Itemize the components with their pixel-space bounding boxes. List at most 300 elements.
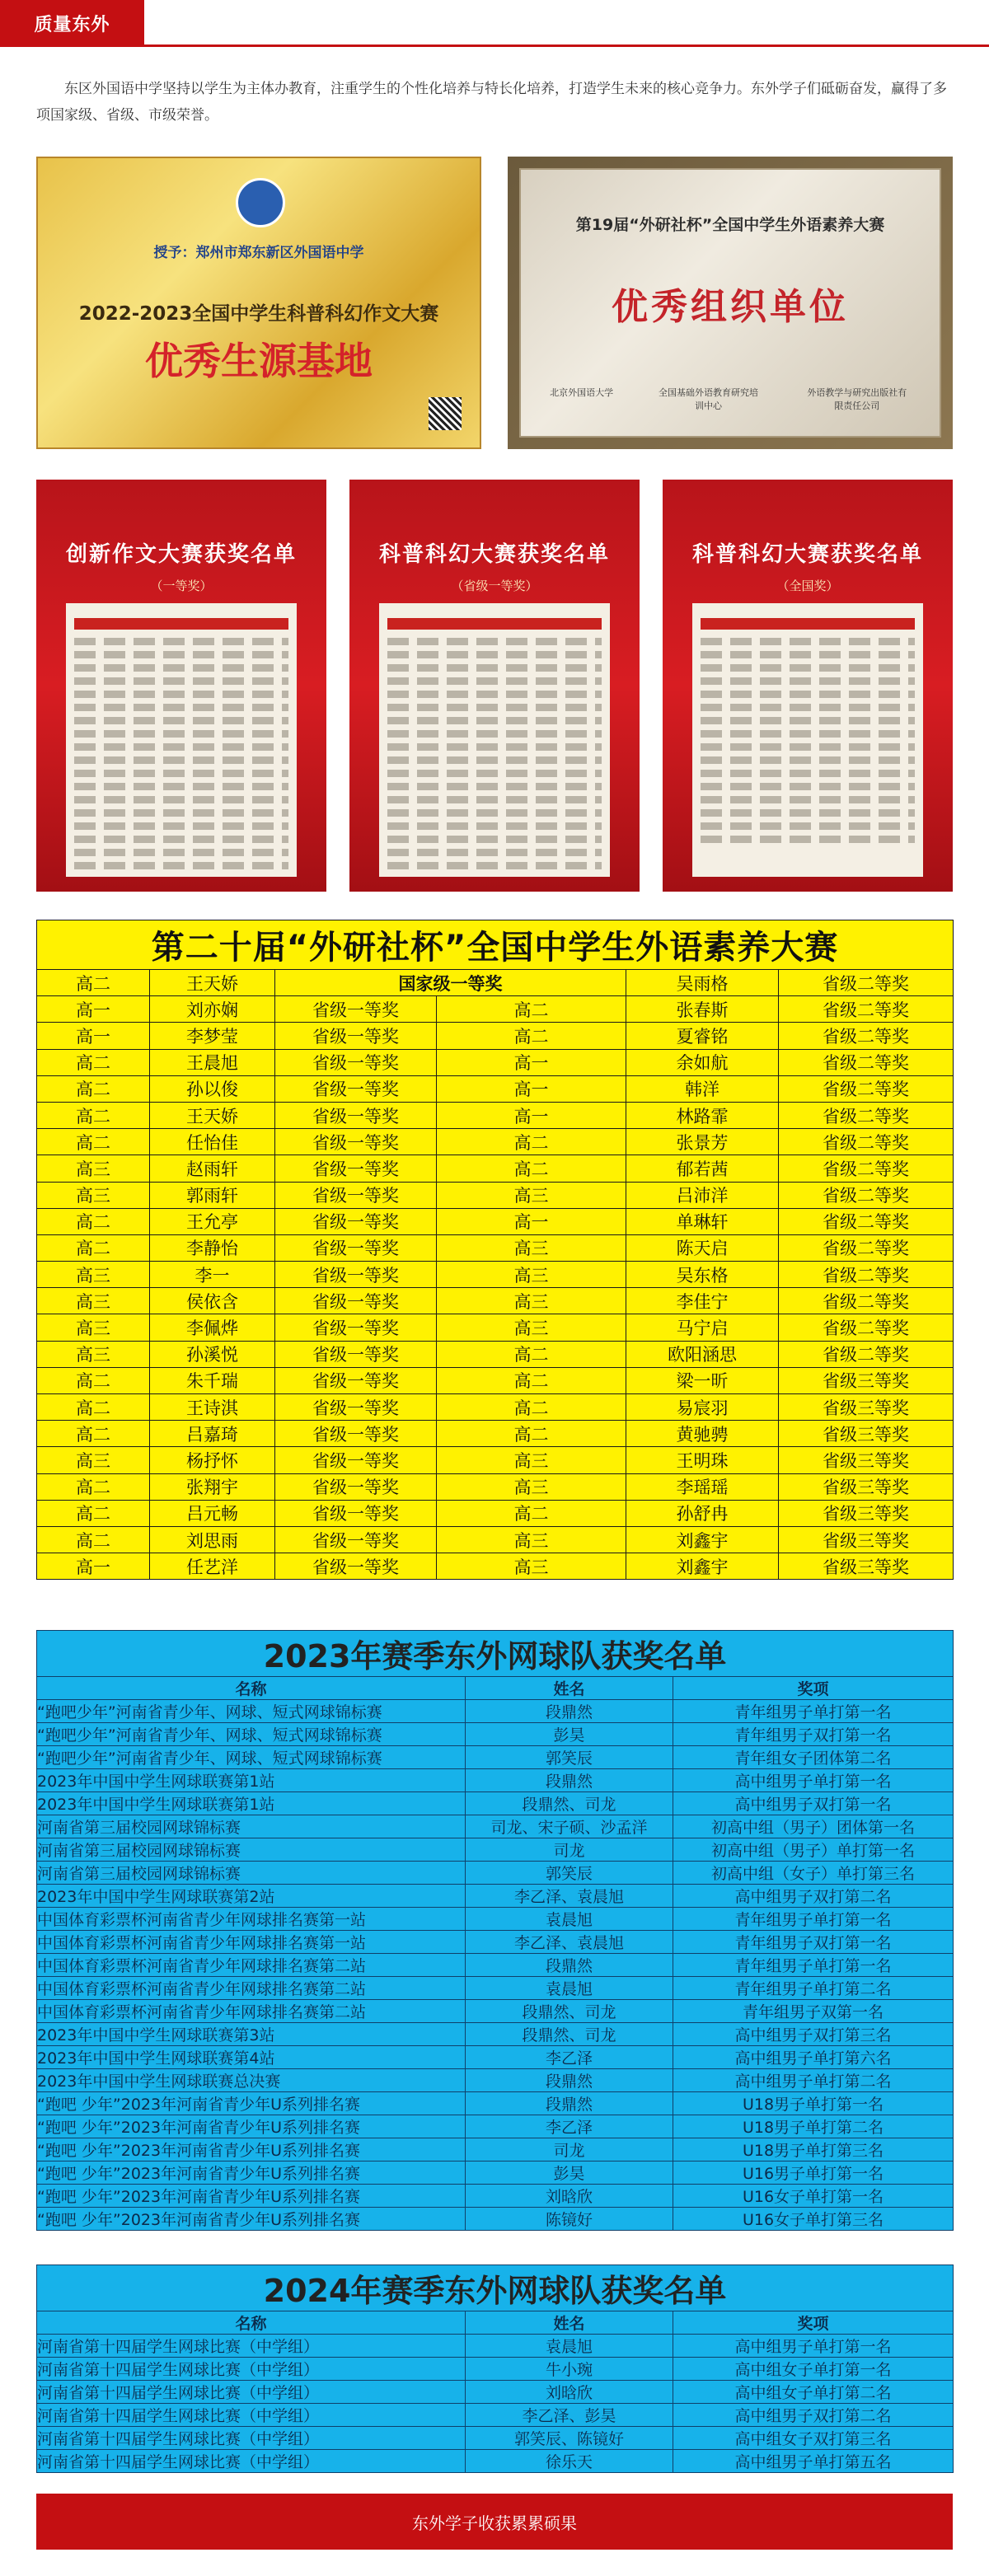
grade-cell: 高一 bbox=[37, 1553, 150, 1580]
table-row bbox=[37, 2335, 954, 2358]
name-cell: 王明珠 bbox=[626, 1447, 779, 1473]
name-cell: 林路霏 bbox=[626, 1102, 779, 1128]
name-cell: 刘鑫宇 bbox=[626, 1553, 779, 1580]
event-cell: 中国体育彩票杯河南省青少年网球排名赛第一站 bbox=[37, 1908, 466, 1931]
event-cell: 河南省第十四届学生网球比赛（中学组） bbox=[37, 2427, 466, 2450]
table-title: 2023年赛季东外网球队获奖名单 bbox=[37, 1631, 954, 1677]
name-cell: 李一 bbox=[150, 1262, 275, 1288]
grade-cell: 高三 bbox=[437, 1262, 626, 1288]
award-cell: 高中组男子双打第二名 bbox=[673, 1885, 954, 1908]
name-cell: 段鼎然 bbox=[466, 1769, 673, 1792]
event-cell: 2023年中国中学生网球联赛第1站 bbox=[37, 1792, 466, 1815]
award-cell: 省级三等奖 bbox=[779, 1421, 954, 1447]
name-cell: 李瑶瑶 bbox=[626, 1473, 779, 1500]
award-cell: 省级二等奖 bbox=[779, 1049, 954, 1075]
award-cell: 省级一等奖 bbox=[275, 1049, 437, 1075]
grade-cell: 高三 bbox=[37, 1314, 150, 1341]
name-cell: 李梦莹 bbox=[150, 1023, 275, 1049]
table-row bbox=[37, 2185, 954, 2208]
grade-cell: 高三 bbox=[37, 1155, 150, 1182]
award-cell: 省级一等奖 bbox=[275, 1208, 437, 1234]
grade-cell: 高二 bbox=[37, 1234, 150, 1261]
event-cell: 2023年中国中学生网球联赛总决赛 bbox=[37, 2069, 466, 2092]
table-row bbox=[37, 1862, 954, 1885]
award-cell: 省级三等奖 bbox=[779, 1473, 954, 1500]
award-cell: U16男子单打第一名 bbox=[673, 2161, 954, 2185]
award-cell: 省级一等奖 bbox=[275, 1129, 437, 1155]
grade-cell: 高三 bbox=[437, 1526, 626, 1553]
award-cell: 高中组男子单打第六名 bbox=[673, 2046, 954, 2069]
table-row bbox=[37, 1129, 954, 1155]
event-cell: 河南省第三届校园网球锦标赛 bbox=[37, 1862, 466, 1885]
award-cell: 省级二等奖 bbox=[779, 996, 954, 1023]
table-row bbox=[37, 1473, 954, 1500]
grade-cell: 高三 bbox=[37, 1262, 150, 1288]
name-cell: 王天娇 bbox=[150, 1102, 275, 1128]
table-row bbox=[37, 2427, 954, 2450]
name-cell: 刘晗欣 bbox=[466, 2381, 673, 2404]
name-cell: 陈天启 bbox=[626, 1234, 779, 1261]
scroll-list bbox=[387, 618, 602, 870]
intro-paragraph: 东区外国语中学坚持以学生为主体办教育，注重学生的个性化培养与特长化培养，打造学生未来的核心竞争力。东外学子们砥砺奋发，赢得了多项国家级、省级、市级荣誉。 bbox=[36, 81, 947, 124]
event-cell: 中国体育彩票杯河南省青少年网球排名赛第二站 bbox=[37, 1977, 466, 2000]
award-cell: 省级三等奖 bbox=[779, 1447, 954, 1473]
grade-cell: 高二 bbox=[437, 1341, 626, 1367]
table-row bbox=[37, 1023, 954, 1049]
name-cell: 李乙泽 bbox=[466, 2046, 673, 2069]
grade-cell: 高三 bbox=[437, 1473, 626, 1500]
award-cell: 省级二等奖 bbox=[779, 1129, 954, 1155]
name-cell: 李静怡 bbox=[150, 1234, 275, 1261]
award-cell: 省级一等奖 bbox=[275, 1314, 437, 1341]
event-cell: 河南省第十四届学生网球比赛（中学组） bbox=[37, 2358, 466, 2381]
grade-cell: 高二 bbox=[37, 1526, 150, 1553]
photo-scroll-scifi-national bbox=[663, 480, 953, 892]
table-row bbox=[37, 1977, 954, 2000]
grade-cell: 高二 bbox=[37, 1129, 150, 1155]
award-cell: 青年组男子单打第二名 bbox=[673, 1977, 954, 2000]
name-cell: 袁晨旭 bbox=[466, 2335, 673, 2358]
award-cell: 青年组男子双打第一名 bbox=[673, 1931, 954, 1954]
table-row bbox=[37, 1792, 954, 1815]
name-cell: 张翔宇 bbox=[150, 1473, 275, 1500]
table-row bbox=[37, 1526, 954, 1553]
event-cell: 河南省第三届校园网球锦标赛 bbox=[37, 1838, 466, 1862]
name-cell: 司龙 bbox=[466, 2138, 673, 2161]
award-cell: 省级二等奖 bbox=[779, 1288, 954, 1314]
scroll-list bbox=[701, 618, 915, 870]
name-cell: 赵雨轩 bbox=[150, 1155, 275, 1182]
table-row bbox=[37, 2404, 954, 2427]
award-cell: 省级一等奖 bbox=[275, 1341, 437, 1367]
award-cell: U16女子单打第三名 bbox=[673, 2208, 954, 2231]
event-cell: 中国体育彩票杯河南省青少年网球排名赛第一站 bbox=[37, 1931, 466, 1954]
award-cell: 青年组男子双打第一名 bbox=[673, 1723, 954, 1746]
name-cell: 袁晨旭 bbox=[466, 1977, 673, 2000]
column-header: 奖项 bbox=[673, 1677, 954, 1700]
name-cell: 马宁启 bbox=[626, 1314, 779, 1341]
award-cell: 省级一等奖 bbox=[275, 1182, 437, 1208]
name-cell: 张景芳 bbox=[626, 1129, 779, 1155]
column-header: 奖项 bbox=[673, 2311, 954, 2335]
award-cell: 高中组男子双打第二名 bbox=[673, 2404, 954, 2427]
award-cell: 省级一等奖 bbox=[275, 1155, 437, 1182]
scroll-title: 创新作文大赛获奖名单 bbox=[65, 542, 297, 567]
name-cell: 易宸羽 bbox=[626, 1394, 779, 1421]
column-header: 姓名 bbox=[466, 1677, 673, 1700]
table-row bbox=[37, 970, 954, 996]
award-cell: 省级一等奖 bbox=[275, 1473, 437, 1500]
competition-results-table bbox=[36, 920, 954, 1580]
plaque1-event: 2022-2023全国中学生科普科幻作文大赛 bbox=[78, 303, 439, 325]
grade-cell: 高二 bbox=[437, 1500, 626, 1526]
table-row bbox=[37, 1838, 954, 1862]
award-cell: 高中组男子单打第五名 bbox=[673, 2450, 954, 2473]
grade-cell: 高二 bbox=[437, 1155, 626, 1182]
award-cell: 省级一等奖 bbox=[275, 1102, 437, 1128]
award-cell: 省级一等奖 bbox=[275, 1262, 437, 1288]
name-cell: 袁晨旭 bbox=[466, 1908, 673, 1931]
table-row bbox=[37, 2358, 954, 2381]
issuer: 北京外国语大学 bbox=[550, 387, 614, 398]
award-cell: 青年组男子单打第一名 bbox=[673, 1700, 954, 1723]
award-cell: U18男子单打第三名 bbox=[673, 2138, 954, 2161]
grade-cell: 高三 bbox=[437, 1314, 626, 1341]
award-cell: 省级二等奖 bbox=[779, 1234, 954, 1261]
name-cell: 李乙泽、彭昊 bbox=[466, 2404, 673, 2427]
table-row bbox=[37, 996, 954, 1023]
grade-cell: 高二 bbox=[37, 1394, 150, 1421]
name-cell: 段鼎然、司龙 bbox=[466, 2023, 673, 2046]
name-cell: 余如航 bbox=[626, 1049, 779, 1075]
table-row bbox=[37, 1421, 954, 1447]
award-cell: 省级一等奖 bbox=[275, 1288, 437, 1314]
award-cell: 省级一等奖 bbox=[275, 1500, 437, 1526]
award-cell: U18男子单打第二名 bbox=[673, 2115, 954, 2138]
name-cell: 李乙泽、袁晨旭 bbox=[466, 1885, 673, 1908]
award-cell: 省级二等奖 bbox=[779, 1341, 954, 1367]
table-row bbox=[37, 1075, 954, 1102]
award-cell: 省级一等奖 bbox=[275, 1447, 437, 1473]
name-cell: 段鼎然 bbox=[466, 1700, 673, 1723]
grade-cell: 高三 bbox=[37, 1341, 150, 1367]
table-row bbox=[37, 1815, 954, 1838]
grade-cell: 高二 bbox=[37, 1208, 150, 1234]
name-cell: 夏睿铭 bbox=[626, 1023, 779, 1049]
award-cell: 高中组男子单打第一名 bbox=[673, 2335, 954, 2358]
name-cell: 黄驰骋 bbox=[626, 1421, 779, 1447]
name-cell: 孙以俊 bbox=[150, 1075, 275, 1102]
scroll-subtitle: （全国奖） bbox=[776, 578, 839, 593]
grade-cell: 高一 bbox=[437, 1208, 626, 1234]
grade-cell: 高一 bbox=[437, 1102, 626, 1128]
name-cell: 李佳宁 bbox=[626, 1288, 779, 1314]
grade-cell: 高二 bbox=[37, 1049, 150, 1075]
name-cell: 单琳轩 bbox=[626, 1208, 779, 1234]
award-cell: 青年组男子双第一名 bbox=[673, 2000, 954, 2023]
grade-cell: 高二 bbox=[37, 1075, 150, 1102]
award-cell: 省级三等奖 bbox=[779, 1526, 954, 1553]
photo-scroll-scifi-provincial bbox=[349, 480, 640, 892]
table-row bbox=[37, 1723, 954, 1746]
name-cell: 梁一昕 bbox=[626, 1367, 779, 1393]
award-cell: 省级三等奖 bbox=[779, 1367, 954, 1393]
grade-cell: 高一 bbox=[437, 1049, 626, 1075]
grade-cell: 高三 bbox=[437, 1234, 626, 1261]
table-row bbox=[37, 2069, 954, 2092]
issuer: 外语教学与研究出版社有限责任公司 bbox=[807, 387, 907, 411]
name-cell: 徐乐天 bbox=[466, 2450, 673, 2473]
column-header: 姓名 bbox=[466, 2311, 673, 2335]
award-cell: 高中组男子双打第三名 bbox=[673, 2023, 954, 2046]
name-cell: 段鼎然 bbox=[466, 2069, 673, 2092]
name-cell: 段鼎然 bbox=[466, 2092, 673, 2115]
plaque2-issuers bbox=[529, 386, 931, 412]
plaque2-award: 优秀组织单位 bbox=[612, 286, 849, 328]
award-cell: 省级三等奖 bbox=[779, 1500, 954, 1526]
name-cell: 刘晗欣 bbox=[466, 2185, 673, 2208]
photo-scroll-composition bbox=[36, 480, 326, 892]
event-cell: 中国体育彩票杯河南省青少年网球排名赛第二站 bbox=[37, 2000, 466, 2023]
event-cell: “跑吧 少年”2023年河南省青少年U系列排名赛 bbox=[37, 2161, 466, 2185]
event-cell: “跑吧少年”河南省青少年、网球、短式网球锦标赛 bbox=[37, 1700, 466, 1723]
qr-code-icon bbox=[429, 397, 462, 430]
section-divider bbox=[0, 44, 989, 47]
event-cell: 2023年中国中学生网球联赛第1站 bbox=[37, 1769, 466, 1792]
name-cell: 段鼎然、司龙 bbox=[466, 1792, 673, 1815]
name-cell: 郁若茜 bbox=[626, 1155, 779, 1182]
name-cell: 王允亭 bbox=[150, 1208, 275, 1234]
grade-cell: 高三 bbox=[437, 1288, 626, 1314]
tennis-2024-table bbox=[36, 2265, 954, 2473]
scroll-subtitle: （一等奖） bbox=[150, 578, 213, 593]
name-cell: 郭笑辰、陈镜好 bbox=[466, 2427, 673, 2450]
section-tag: 质量东外 bbox=[0, 0, 144, 46]
table-row bbox=[37, 1500, 954, 1526]
name-cell: 孙舒冉 bbox=[626, 1500, 779, 1526]
award-cell: 省级三等奖 bbox=[779, 1553, 954, 1580]
table-row bbox=[37, 1908, 954, 1931]
name-cell: 司龙 bbox=[466, 1838, 673, 1862]
name-cell: 任艺洋 bbox=[150, 1553, 275, 1580]
award-cell: 省级一等奖 bbox=[275, 1023, 437, 1049]
table-row bbox=[37, 2161, 954, 2185]
grade-cell: 高二 bbox=[437, 1367, 626, 1393]
table-row bbox=[37, 2381, 954, 2404]
table-row bbox=[37, 2000, 954, 2023]
award-cell: 省级二等奖 bbox=[779, 1023, 954, 1049]
grade-cell: 高一 bbox=[37, 996, 150, 1023]
scroll-list bbox=[74, 618, 288, 870]
name-cell: 杨抒怀 bbox=[150, 1447, 275, 1473]
grade-cell: 高二 bbox=[37, 1367, 150, 1393]
grade-cell: 高三 bbox=[437, 1553, 626, 1580]
table-row bbox=[37, 2092, 954, 2115]
table-row bbox=[37, 1885, 954, 1908]
award-cell: 省级一等奖 bbox=[275, 1553, 437, 1580]
name-cell: 吴东格 bbox=[626, 1262, 779, 1288]
event-cell: 2023年中国中学生网球联赛第2站 bbox=[37, 1885, 466, 1908]
name-cell: 牛小琬 bbox=[466, 2358, 673, 2381]
photo-plaque-source-base bbox=[36, 157, 481, 449]
table-row bbox=[37, 1394, 954, 1421]
event-cell: 2023年中国中学生网球联赛第3站 bbox=[37, 2023, 466, 2046]
event-cell: “跑吧 少年”2023年河南省青少年U系列排名赛 bbox=[37, 2185, 466, 2208]
name-cell: 刘亦娴 bbox=[150, 996, 275, 1023]
award-cell: 青年组女子团体第二名 bbox=[673, 1746, 954, 1769]
event-cell: “跑吧少年”河南省青少年、网球、短式网球锦标赛 bbox=[37, 1746, 466, 1769]
name-cell: 张春斯 bbox=[626, 996, 779, 1023]
award-cell: 省级二等奖 bbox=[779, 1208, 954, 1234]
table-row bbox=[37, 1341, 954, 1367]
grade-cell: 高二 bbox=[437, 1394, 626, 1421]
award-cell: 国家级一等奖 bbox=[275, 970, 626, 996]
award-cell: 省级二等奖 bbox=[779, 1314, 954, 1341]
name-cell: 段鼎然、司龙 bbox=[466, 2000, 673, 2023]
name-cell: 王诗淇 bbox=[150, 1394, 275, 1421]
table-row bbox=[37, 2450, 954, 2473]
event-cell: “跑吧 少年”2023年河南省青少年U系列排名赛 bbox=[37, 2092, 466, 2115]
table-row bbox=[37, 1234, 954, 1261]
grade-cell: 高二 bbox=[437, 1421, 626, 1447]
grade-cell: 高二 bbox=[437, 1023, 626, 1049]
name-cell: 任怡佳 bbox=[150, 1129, 275, 1155]
name-cell: 彭昊 bbox=[466, 2161, 673, 2185]
photo-plaque-organization bbox=[508, 157, 953, 449]
award-cell: 高中组女子单打第一名 bbox=[673, 2358, 954, 2381]
award-cell: 省级三等奖 bbox=[779, 1394, 954, 1421]
table-row bbox=[37, 1155, 954, 1182]
award-cell: 省级一等奖 bbox=[275, 1421, 437, 1447]
award-cell: 省级一等奖 bbox=[275, 1526, 437, 1553]
grade-cell: 高二 bbox=[437, 1129, 626, 1155]
event-cell: 河南省第十四届学生网球比赛（中学组） bbox=[37, 2381, 466, 2404]
table-row bbox=[37, 1288, 954, 1314]
scroll-title: 科普科幻大赛获奖名单 bbox=[691, 542, 923, 567]
event-cell: 河南省第十四届学生网球比赛（中学组） bbox=[37, 2450, 466, 2473]
scroll-subtitle: （省级一等奖） bbox=[451, 578, 538, 593]
name-cell: 吕元畅 bbox=[150, 1500, 275, 1526]
award-cell: 省级一等奖 bbox=[275, 996, 437, 1023]
table-row bbox=[37, 1954, 954, 1977]
grade-cell: 高三 bbox=[37, 1288, 150, 1314]
grade-cell: 高二 bbox=[37, 1500, 150, 1526]
award-cell: 省级一等奖 bbox=[275, 1394, 437, 1421]
award-cell: 省级二等奖 bbox=[779, 1102, 954, 1128]
award-cell: 高中组女子双打第三名 bbox=[673, 2427, 954, 2450]
name-cell: 侯依含 bbox=[150, 1288, 275, 1314]
name-cell: 郭雨轩 bbox=[150, 1182, 275, 1208]
table-row bbox=[37, 2138, 954, 2161]
plaque2-event: 第19届“外研社杯”全国中学生外语素养大赛 bbox=[575, 216, 885, 234]
table-row bbox=[37, 2046, 954, 2069]
name-cell: 王晨旭 bbox=[150, 1049, 275, 1075]
name-cell: 吕沛洋 bbox=[626, 1182, 779, 1208]
award-cell: 省级一等奖 bbox=[275, 1234, 437, 1261]
award-cell: 省级二等奖 bbox=[779, 970, 954, 996]
event-cell: “跑吧 少年”2023年河南省青少年U系列排名赛 bbox=[37, 2115, 466, 2138]
event-cell: 河南省第十四届学生网球比赛（中学组） bbox=[37, 2335, 466, 2358]
award-cell: 省级二等奖 bbox=[779, 1182, 954, 1208]
table-row bbox=[37, 1049, 954, 1075]
name-cell: 李佩烨 bbox=[150, 1314, 275, 1341]
name-cell: 王天娇 bbox=[150, 970, 275, 996]
award-cell: U16女子单打第一名 bbox=[673, 2185, 954, 2208]
grade-cell: 高三 bbox=[37, 1447, 150, 1473]
grade-cell: 高三 bbox=[437, 1447, 626, 1473]
table-row bbox=[37, 1746, 954, 1769]
table-row bbox=[37, 1102, 954, 1128]
name-cell: 郭笑辰 bbox=[466, 1862, 673, 1885]
award-cell: 高中组女子单打第二名 bbox=[673, 2381, 954, 2404]
table-row bbox=[37, 1182, 954, 1208]
table-row bbox=[37, 1931, 954, 1954]
grade-cell: 高二 bbox=[37, 970, 150, 996]
name-cell: 刘思雨 bbox=[150, 1526, 275, 1553]
grade-cell: 高二 bbox=[37, 1473, 150, 1500]
name-cell: 郭笑辰 bbox=[466, 1746, 673, 1769]
event-cell: 河南省第十四届学生网球比赛（中学组） bbox=[37, 2404, 466, 2427]
table-row bbox=[37, 1314, 954, 1341]
award-cell: 高中组男子单打第二名 bbox=[673, 2069, 954, 2092]
table-row bbox=[37, 1553, 954, 1580]
event-cell: 中国体育彩票杯河南省青少年网球排名赛第二站 bbox=[37, 1954, 466, 1977]
table-title: 2024年赛季东外网球队获奖名单 bbox=[37, 2265, 954, 2311]
plaque1-org: 授予：郑州市郑东新区外国语中学 bbox=[153, 245, 364, 261]
grade-cell: 高一 bbox=[437, 1075, 626, 1102]
award-cell: 高中组男子双打第一名 bbox=[673, 1792, 954, 1815]
column-header: 名称 bbox=[37, 1677, 466, 1700]
column-header: 名称 bbox=[37, 2311, 466, 2335]
award-cell: 初高中组（男子）单打第一名 bbox=[673, 1838, 954, 1862]
badge-icon bbox=[236, 178, 285, 227]
grade-cell: 高二 bbox=[437, 996, 626, 1023]
name-cell: 段鼎然 bbox=[466, 1954, 673, 1977]
grade-cell: 高三 bbox=[37, 1182, 150, 1208]
event-cell: “跑吧少年”河南省青少年、网球、短式网球锦标赛 bbox=[37, 1723, 466, 1746]
award-cell: 青年组男子单打第一名 bbox=[673, 1908, 954, 1931]
name-cell: 陈镜好 bbox=[466, 2208, 673, 2231]
name-cell: 韩洋 bbox=[626, 1075, 779, 1102]
name-cell: 司龙、宋子硕、沙孟洋 bbox=[466, 1815, 673, 1838]
table-row bbox=[37, 1262, 954, 1288]
award-cell: 高中组男子单打第一名 bbox=[673, 1769, 954, 1792]
scroll-title: 科普科幻大赛获奖名单 bbox=[378, 542, 610, 567]
table-row bbox=[37, 1367, 954, 1393]
table-row bbox=[37, 1208, 954, 1234]
name-cell: 欧阳涵思 bbox=[626, 1341, 779, 1367]
table-row bbox=[37, 2023, 954, 2046]
event-cell: 河南省第三届校园网球锦标赛 bbox=[37, 1815, 466, 1838]
award-cell: 初高中组（女子）单打第三名 bbox=[673, 1862, 954, 1885]
award-cell: 省级一等奖 bbox=[275, 1075, 437, 1102]
grade-cell: 高一 bbox=[37, 1023, 150, 1049]
award-cell: 省级一等奖 bbox=[275, 1367, 437, 1393]
issuer: 全国基础外语教育研究培训中心 bbox=[658, 387, 758, 411]
table-row bbox=[37, 2208, 954, 2231]
award-cell: 青年组男子单打第一名 bbox=[673, 1954, 954, 1977]
name-cell: 刘鑫宇 bbox=[626, 1526, 779, 1553]
award-cell: 省级二等奖 bbox=[779, 1075, 954, 1102]
tennis-2023-table bbox=[36, 1630, 954, 2231]
grade-cell: 高二 bbox=[37, 1421, 150, 1447]
table-title: 第二十届“外研社杯”全国中学生外语素养大赛 bbox=[37, 920, 954, 970]
plaque1-award: 优秀生源基地 bbox=[145, 339, 373, 383]
name-cell: 彭昊 bbox=[466, 1723, 673, 1746]
event-cell: “跑吧 少年”2023年河南省青少年U系列排名赛 bbox=[37, 2208, 466, 2231]
table-row bbox=[37, 1769, 954, 1792]
name-cell: 李乙泽 bbox=[466, 2115, 673, 2138]
